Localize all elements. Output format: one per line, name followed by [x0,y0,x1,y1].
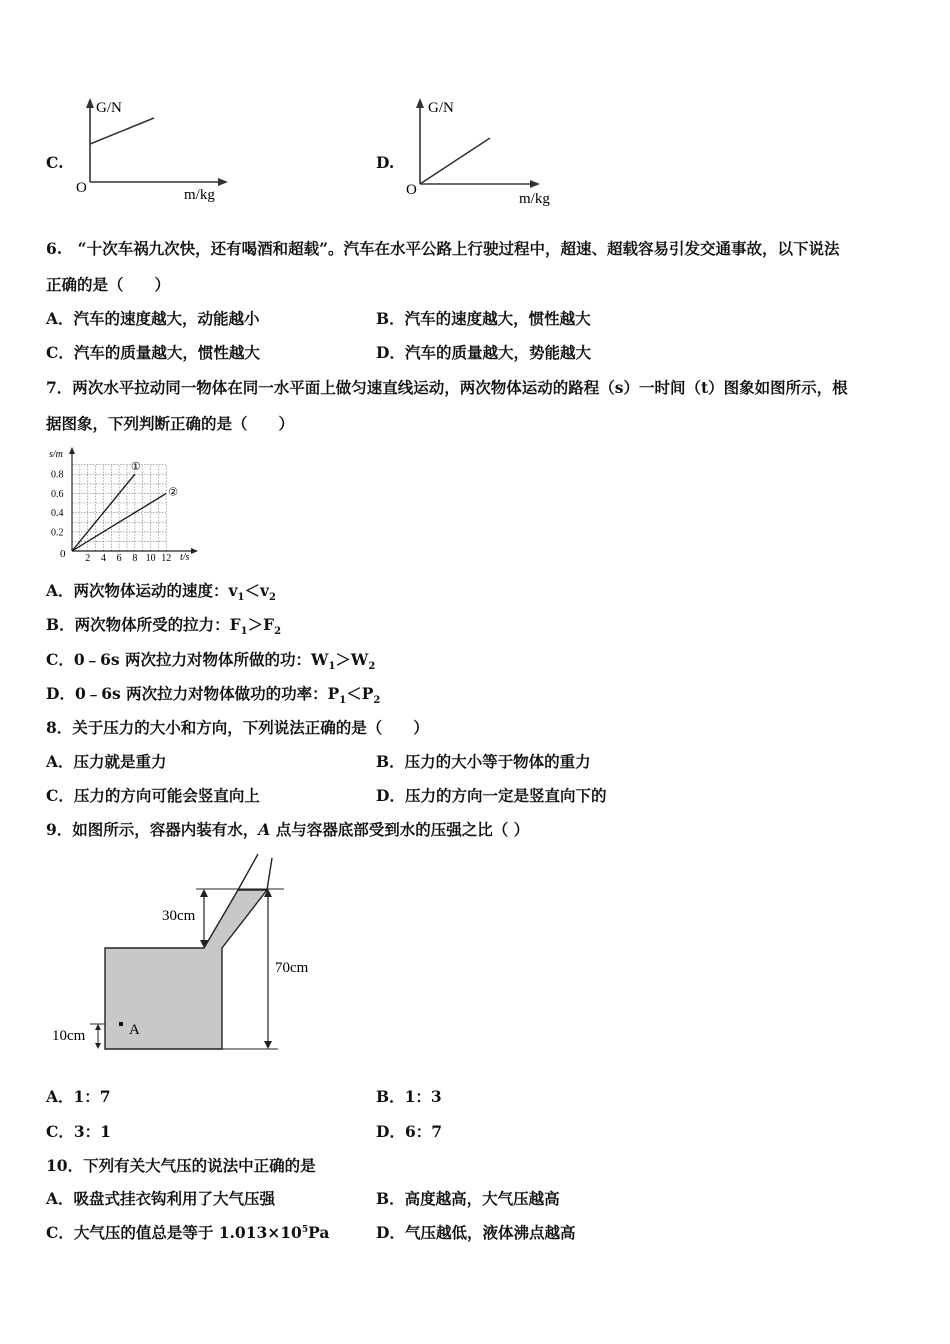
q7-stem-line2: 据图象，下列判断正确的是（ ） [46,414,295,433]
q7-x-label: t/s [180,552,190,563]
q8-option-c: C．压力的方向可能会竖直向上 [46,786,260,805]
q7-x-tick-label: 12 [161,553,172,564]
q7-chart-grid [72,465,166,551]
q9-option-c: C．3：1 [46,1122,111,1141]
q10-option-a: A．吸盘式挂衣钩利用了大气压强 [46,1189,276,1208]
q7-option-c: C．0﹣6s 两次拉力对物体所做的功：$W_1>W_2$ [46,650,376,673]
q7-st-chart [46,447,206,567]
q7-series-label-1: ① [130,461,141,474]
option-d-label: D. [376,153,395,172]
q6-option-c: C．汽车的质量越大，惯性越大 [46,343,260,362]
q10-option-b: B．高度越高，大气压越高 [376,1189,560,1208]
q9-tube-left-wall [238,854,258,890]
graph-c-y-label: G/N [96,100,122,116]
graph-d-x-label: m/kg [519,191,550,207]
q7-y-tick-label: 0.6 [51,488,64,500]
q8-stem: 8．关于压力的大小和方向，下列说法正确的是（ ） [46,718,429,737]
q9-stem: 9．如图所示，容器内装有水，A 点与容器底部受到水的压强之比（ ） [46,820,530,839]
q10-option-c: C．大气压的值总是等于 $1.013\times 10^5Pa$ [46,1223,330,1242]
graph-d [390,96,565,212]
q9-container-diagram [46,850,336,1060]
q9-option-d: D．6：7 [376,1122,443,1141]
q7-x-tick-label: 2 [85,553,91,564]
q6-stem-line2: 正确的是（ ） [46,275,171,294]
graph-d-origin: O [406,182,417,198]
q9-point-a [119,1022,123,1026]
q7-option-a: A．两次物体运动的速度：$v_1<v_2$ [46,581,276,604]
q9-tube-right-wall [267,858,272,890]
q9-label-10cm: 10cm [52,1028,86,1044]
q8-option-b: B．压力的大小等于物体的重力 [376,752,591,771]
q7-x-tick-label: 8 [132,553,138,564]
q8-option-d: D．压力的方向一定是竖直向下的 [376,786,607,805]
option-c-label: C. [46,153,64,172]
q9-option-a: A．1：7 [46,1087,111,1106]
q7-y-tick-label: 0.4 [51,508,64,520]
q9-label-70cm: 70cm [275,960,309,976]
q8-option-a: A．压力就是重力 [46,752,167,771]
graph-d-y-label: G/N [428,100,454,116]
q6-option-a: A．汽车的速度越大，动能越小 [46,309,260,328]
graph-d-line [420,138,490,184]
q7-x-tick-label: 4 [100,553,106,564]
q10-option-d: D．气压越低，液体沸点越高 [376,1223,576,1242]
q6-option-d: D．汽车的质量越大，势能越大 [376,343,591,362]
q7-option-d: D．0﹣6s 两次拉力对物体做功的功率：$P_1<P_2$ [46,684,381,707]
q7-y-tick-label: 0.2 [51,527,64,539]
q7-x-tick-label: 10 [145,553,156,564]
q7-x-tick-label: 6 [116,553,122,564]
q7-option-b: B．两次物体所受的拉力：$F_1>F_2$ [46,615,282,638]
q10-stem: 10．下列有关大气压的说法中正确的是 [46,1156,316,1175]
q6-stem-line1: 6. “十次车祸九次快，还有喝酒和超载”。汽车在水平公路上行驶过程中，超速、超载容易引发交通事故，以下说法 [46,239,840,258]
graph-c-line [90,118,154,144]
graph-c-origin: O [76,180,87,196]
q7-origin: 0 [60,548,66,560]
q7-y-label: s/m [49,449,63,460]
graph-c [60,96,230,208]
q9-label-a: A [129,1022,140,1038]
q7-series-label-2: ② [168,486,179,499]
q7-stem-line1: 7．两次水平拉动同一物体在同一水平面上做匀速直线运动，两次物体运动的路程（s）一时间（t）图象如图所示，根 [46,378,848,397]
q7-y-tick-label: 0.8 [51,469,64,481]
q9-option-b: B．1：3 [376,1087,442,1106]
q9-label-30cm: 30cm [162,908,196,924]
graph-c-x-label: m/kg [184,187,215,203]
q6-option-b: B．汽车的速度越大，惯性越大 [376,309,591,328]
